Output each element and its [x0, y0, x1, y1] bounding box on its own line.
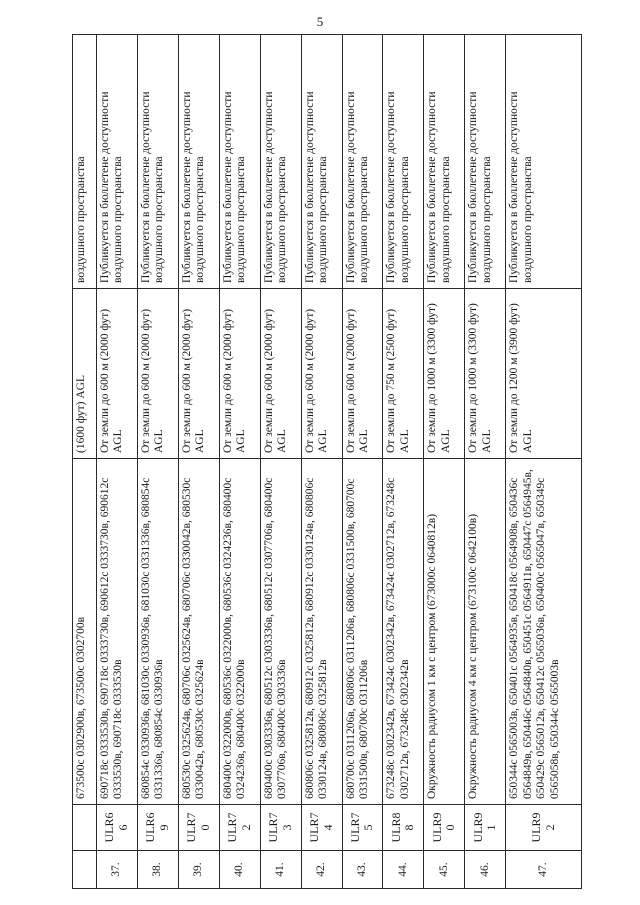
cell-coords: 680806с 0325812в, 680912с 0325812в, 680912с 0330124в, 680806с 0330124в, 680806с 0325812в [301, 459, 342, 805]
cell-note: Публикуется в бюллетене доступности воздушного пространства [424, 35, 465, 289]
cell-code: ULR88 [383, 805, 424, 851]
cell-num: 41. [260, 851, 301, 889]
table-row [424, 35, 465, 889]
cell-coords: 690718с 0333530в, 690718с 0333730в, 690612с 0333730в, 690612с 0333530в, 690718с 0333530в [96, 459, 137, 805]
cell-height: От земли до 1000 м (3300 фут) AGL [424, 289, 465, 459]
cell-height: От земли до 1200 м (3900 фут) AGL [506, 289, 582, 459]
cell-coords: Окружность радиусом 4 км с центром (673100с 0642100в) [465, 459, 506, 805]
cell-height: От земли до 600 м (2000 фут) AGL [342, 289, 383, 459]
table-row [506, 35, 582, 889]
cell-code: ULR70 [178, 805, 219, 851]
cell-coords: Окружность радиусом 1 км с центром (673000с 0640812в) [424, 459, 465, 805]
cell-coords: 680400с 0322000в, 680536с 0322000в, 680536с 0324236в, 680400с 0324236в, 680400с 0322000в [219, 459, 260, 805]
cell-coords: 680530с 0325624в, 680706с 0325624в, 680706с 0330042в, 680530с 0330042в, 680530с 0325624в [178, 459, 219, 805]
cell-code [73, 805, 97, 851]
cell-coords: 680854с 0330936в, 681030с 0330936в, 681030с 0331336в, 680854с 0331336в, 680854с 0330936в [137, 459, 178, 805]
cell-note: Публикуется в бюллетене доступности воздушного пространства [383, 35, 424, 289]
table-rotated-container [72, 35, 582, 889]
cell-num [73, 851, 97, 889]
cell-height: (1600 фут) AGL [73, 289, 97, 459]
cell-note: Публикуется в бюллетене доступности воздушного пространства [219, 35, 260, 289]
cell-note: Публикуется в бюллетене доступности воздушного пространства [301, 35, 342, 289]
cell-coords: 650344с 0565003в, 650401с 0564935в, 650418с 0564908в, 650436с 0564849в, 650446с 0564840в, 650451с 0564911в, 650447с 0564945в, 650429с 0565012в, 650412с 0565036в, 650400с 0565047в, 650349с 0565058в, 650344с 0565003в [506, 459, 582, 805]
cell-code: ULR74 [301, 805, 342, 851]
cell-coords: 673500с 0302900в, 673500с 0302700в [73, 459, 97, 805]
cell-note: воздушного пространства [73, 35, 97, 289]
cell-height: От земли до 600 м (2000 фут) AGL [219, 289, 260, 459]
table-row [96, 35, 137, 889]
cell-code: ULR66 [96, 805, 137, 851]
cell-note: Публикуется в бюллетене доступности воздушного пространства [137, 35, 178, 289]
table-row [465, 35, 506, 889]
cell-num: 47. [506, 851, 582, 889]
cell-coords: 680400с 0303336в, 680512с 0303336в, 680512с 0307706в, 680400с 0307706в, 680400с 0303336в [260, 459, 301, 805]
cell-num: 44. [383, 851, 424, 889]
cell-num: 46. [465, 851, 506, 889]
cell-note: Публикуется в бюллетене доступности воздушного пространства [96, 35, 137, 289]
table-row [219, 35, 260, 889]
cell-height: От земли до 750 м (2500 фут) AGL [383, 289, 424, 459]
cell-note: Публикуется в бюллетене доступности воздушного пространства [465, 35, 506, 289]
cell-note: Публикуется в бюллетене доступности воздушного пространства [342, 35, 383, 289]
cell-height: От земли до 600 м (2000 фут) AGL [260, 289, 301, 459]
cell-coords: 680700с 0311206в, 680806с 0311206в, 680806с 0331500в, 680700с 0331500в, 680700с 0311206в [342, 459, 383, 805]
table-row [260, 35, 301, 889]
cell-num: 42. [301, 851, 342, 889]
cell-code: ULR69 [137, 805, 178, 851]
cell-note: Публикуется в бюллетене доступности воздушного пространства [506, 35, 582, 289]
cell-height: От земли до 600 м (2000 фут) AGL [137, 289, 178, 459]
cell-num: 37. [96, 851, 137, 889]
cell-height: От земли до 600 м (2000 фут) AGL [301, 289, 342, 459]
table-row [301, 35, 342, 889]
cell-code: ULR72 [219, 805, 260, 851]
cell-note: Публикуется в бюллетене доступности воздушного пространства [260, 35, 301, 289]
cell-height: От земли до 1000 м (3300 фут) AGL [465, 289, 506, 459]
table-row [178, 35, 219, 889]
cell-num: 38. [137, 851, 178, 889]
cell-coords: 673248с 0302342в, 673424с 0302342в, 673424с 0302712в, 673248с 0302712в, 673248с 0302342в [383, 459, 424, 805]
table-row [383, 35, 424, 889]
cell-code: ULR92 [506, 805, 582, 851]
restricted-areas-table [72, 34, 582, 889]
cell-code: ULR90 [424, 805, 465, 851]
cell-height: От земли до 600 м (2000 фут) AGL [178, 289, 219, 459]
cell-code: ULR75 [342, 805, 383, 851]
cell-code: ULR91 [465, 805, 506, 851]
table-row-continuation [73, 35, 97, 889]
table-row [137, 35, 178, 889]
cell-height: От земли до 600 м (2000 фут) AGL [96, 289, 137, 459]
cell-num: 40. [219, 851, 260, 889]
cell-note: Публикуется в бюллетене доступности воздушного пространства [178, 35, 219, 289]
cell-num: 39. [178, 851, 219, 889]
table-row [342, 35, 383, 889]
page-number: 5 [316, 14, 324, 29]
cell-num: 45. [424, 851, 465, 889]
cell-num: 43. [342, 851, 383, 889]
cell-code: ULR73 [260, 805, 301, 851]
